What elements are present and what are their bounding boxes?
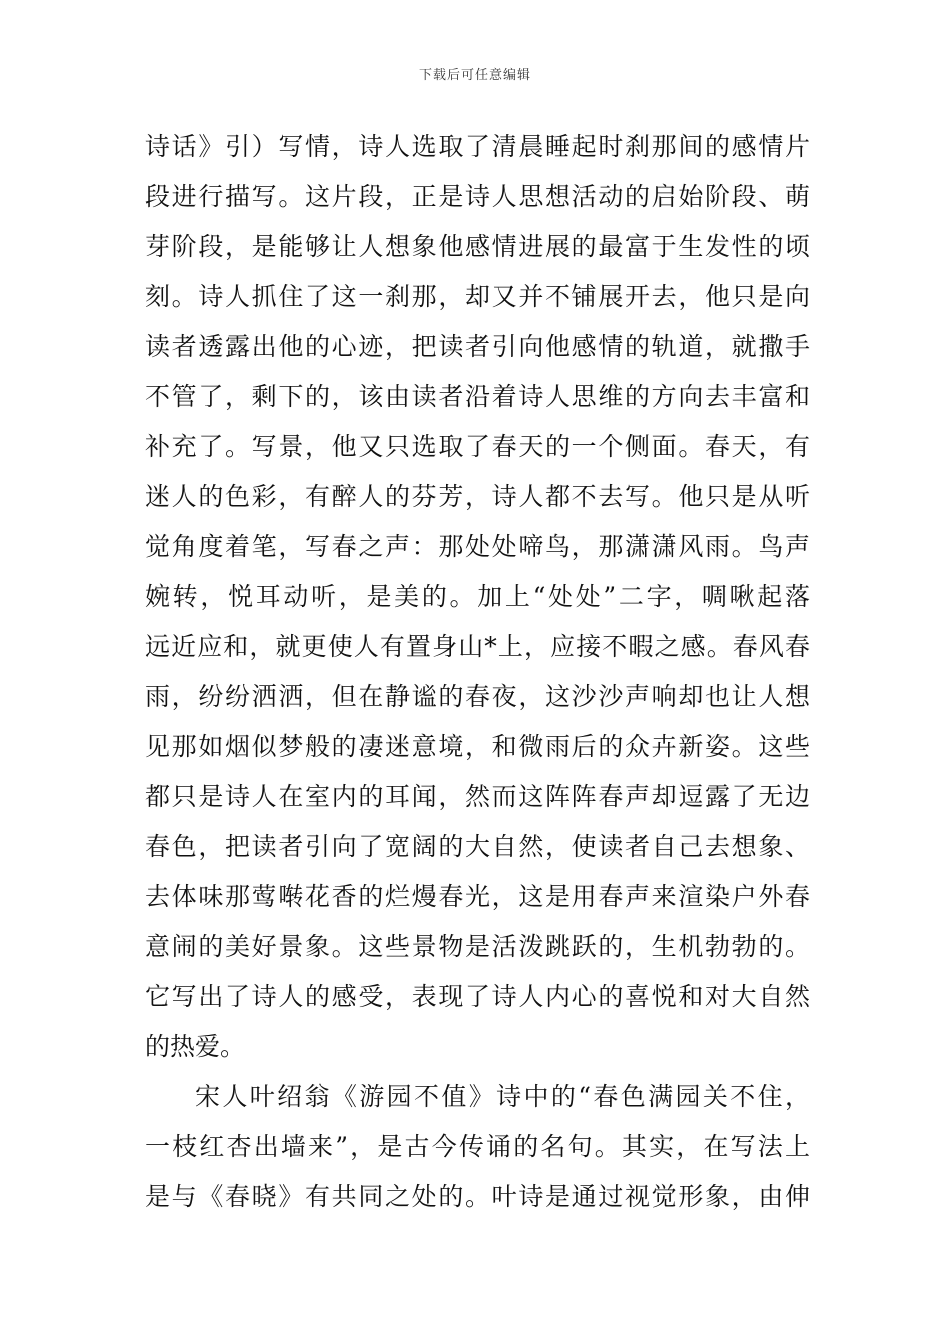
text-line: 去体味那莺啭花香的烂熳春光，这是用春声来渲染户外春 <box>145 882 810 911</box>
text-line: 春色，把读者引向了宽阔的大自然，使读者自己去想象、 <box>145 832 810 861</box>
text-line: 的热爱。 <box>145 1032 246 1061</box>
text-line: 一枝红杏出墙来”，是古今传诵的名句。其实，在写法上 <box>145 1132 810 1161</box>
text-line: 宋人叶绍翁《游园不值》诗中的“春色满园关不住， <box>195 1082 810 1111</box>
paragraph-2 <box>145 1072 810 1222</box>
text-line: 读者透露出他的心迹，把读者引向他感情的轨道，就撒手 <box>145 332 810 361</box>
text-line: 远近应和，就更使人有置身山*上，应接不暇之感。春风春 <box>145 632 810 661</box>
text-line: 意闹的美好景象。这些景物是活泼跳跃的，生机勃勃的。 <box>145 932 810 961</box>
body-text <box>145 122 810 1222</box>
text-line: 诗话》引）写情，诗人选取了清晨睡起时刹那间的感情片 <box>145 132 810 161</box>
text-line: 都只是诗人在室内的耳闻，然而这阵阵春声却逗露了无边 <box>145 782 810 811</box>
text-line: 段进行描写。这片段，正是诗人思想活动的启始阶段、萌 <box>145 182 810 211</box>
text-line: 芽阶段，是能够让人想象他感情进展的最富于生发性的顷 <box>145 232 810 261</box>
paragraph-1 <box>145 122 810 1072</box>
text-line: 是与《春晓》有共同之处的。叶诗是通过视觉形象，由伸 <box>145 1182 810 1211</box>
page-header: 下载后可任意编辑 <box>418 68 531 83</box>
text-line: 见那如烟似梦般的凄迷意境，和微雨后的众卉新姿。这些 <box>145 732 810 761</box>
text-line: 不管了，剩下的，该由读者沿着诗人思维的方向去丰富和 <box>145 382 810 411</box>
text-line: 刻。诗人抓住了这一刹那，却又并不铺展开去，他只是向 <box>145 282 810 311</box>
text-line: 婉转，悦耳动听，是美的。加上“处处”二字，啁啾起落 <box>145 582 810 611</box>
text-line: 雨，纷纷洒洒，但在静谧的春夜，这沙沙声响却也让人想 <box>145 682 810 711</box>
text-line: 觉角度着笔，写春之声：那处处啼鸟，那潇潇风雨。鸟声 <box>145 532 810 561</box>
text-line: 补充了。写景，他又只选取了春天的一个侧面。春天，有 <box>145 432 810 461</box>
text-line: 迷人的色彩，有醉人的芬芳，诗人都不去写。他只是从听 <box>145 482 810 511</box>
text-line: 它写出了诗人的感受，表现了诗人内心的喜悦和对大自然 <box>145 982 810 1011</box>
